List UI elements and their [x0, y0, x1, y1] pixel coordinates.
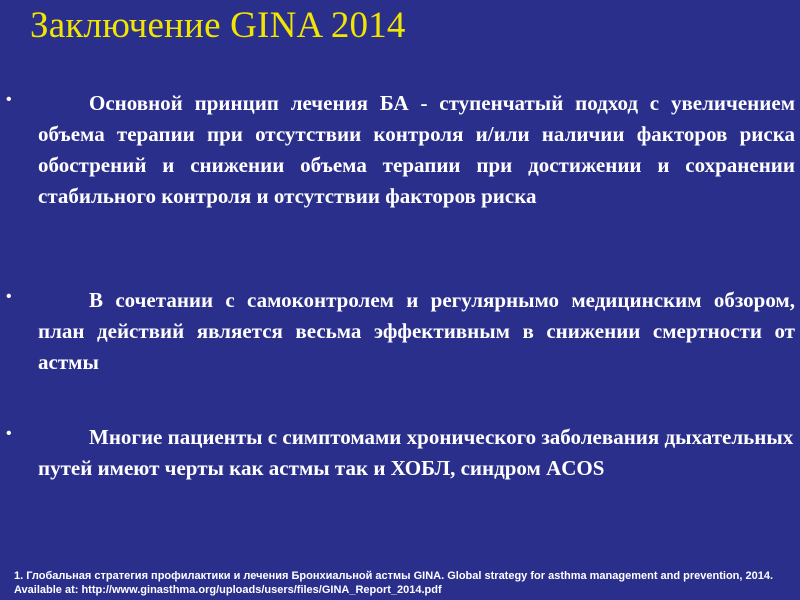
slide-title: Заключение GINA 2014 [30, 5, 406, 46]
footnote [14, 569, 794, 597]
bullet-dot-icon: • [6, 91, 12, 108]
footnote-url: Available at: http://www.ginasthma.org/uploads/users/files/GINA_Report_2014.pdf [14, 584, 442, 596]
bullet-dot-icon: • [6, 288, 12, 305]
bullet-text: Многие пациенты с симптомами хронического заболевания дыхательных путей имеют черты как астмы так и ХОБЛ, синдром ACOS [38, 425, 794, 480]
bullet-text: В сочетании с самоконтролем и регулярнымо медицинским обзором, план действий является весьма эффективным в снижении смертности от астмы [38, 288, 795, 374]
bullet-dot-icon: • [6, 425, 12, 442]
bullet-text: Основной принцип лечения БА - ступенчатый подход с увеличением объема терапии при отсутствии контроля и/или наличии факторов риска обострений и снижении объема терапии при достижении и сохранении стабильного контроля и отсутствии факторов риска [38, 91, 795, 208]
footnote-reference: 1. Глобальная стратегия профилактики и лечения Бронхиальной астмы GINA. Global strategy for asthma management and prevention, 2014. [14, 570, 774, 582]
